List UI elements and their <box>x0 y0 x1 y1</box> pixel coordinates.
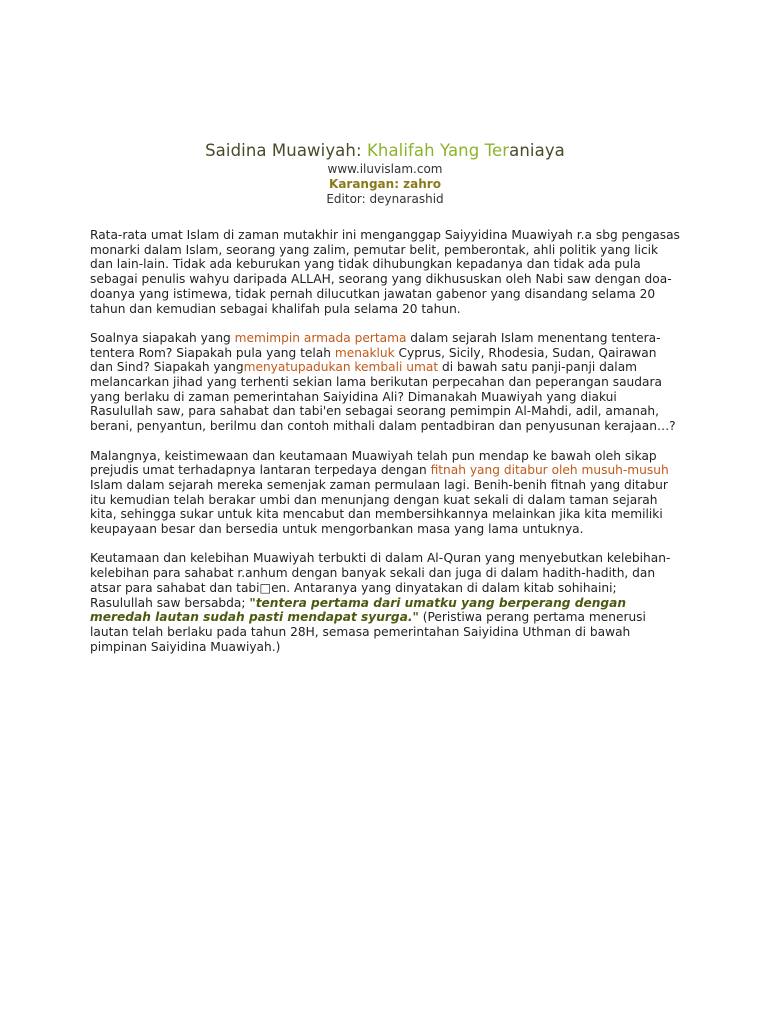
source-url: www.iluvislam.com <box>327 162 443 176</box>
paragraph-3 <box>90 449 680 537</box>
paragraph-2-text-c: Cyprus, Sicily, Rhodesia, Sudan, Qairawan dan Sind? Siapakah yang <box>90 345 657 375</box>
editor-line: Editor: deynarashid <box>326 192 444 206</box>
highlight-menyatupadukan: menyatupadukan kembali umat <box>243 360 439 375</box>
paragraph-4 <box>90 551 680 654</box>
title-part-1: Saidina Muawiyah: <box>205 141 367 160</box>
paragraph-2-text-d: di bawah satu panji-panji dalam melancarkan jihad yang terhenti sekian lama berikutan perpecahan dan peperangan saudara yang berlaku di zaman pemerintahan Saiyidina Ali? Dimanakah Muawiyah yang diakui Rasulullah saw, para sahabat dan tabi'en sebagai seorang pemimpin Al-Mahdi, adil, amanah, berani, penyantun, berilmu dan contoh mithali dalam pentadbiran dan penyusunan kerajaan…? <box>90 360 676 434</box>
paragraph-3-text-a: Malangnya, keistimewaan dan keutamaan Muawiyah telah pun mendap ke bawah oleh sikap prejudis umat terhadapnya lantaran terpedaya dengan <box>90 448 657 478</box>
paragraph-1: Rata-rata umat Islam di zaman mutakhir ini menganggap Saiyyidina Muawiyah r.a sbg pengasas monarki dalam Islam, seorang yang zalim, pemutar belit, pemberontak, ahli politik yang licik dan lain-lain. Tidak ada keburukan yang tidak dihubungkan kepadanya dan tidak ada pula sebagai penulis wahyu daripada ALLAH, seorang yang dikhususkan oleh Nabi saw dengan doa-doanya yang istimewa, tidak pernah dilucutkan jawatan gabenor yang disandang selama 20 tahun dan kemudian sebagai khalifah pula selama 20 tahun. <box>90 228 680 316</box>
article <box>90 140 680 654</box>
paragraph-4-text-b: (Peristiwa perang pertama menerusi lautan telah berlaku pada tahun 28H, semasa pemerintahan Saiyidina Uthman di bawah pimpinan Saiyidina Muawiyah.) <box>90 610 646 654</box>
article-header <box>90 140 680 207</box>
author-line: Karangan: zahro <box>329 177 441 191</box>
title-part-2: Khalifah Yang Ter <box>366 141 510 160</box>
paragraph-3-text-b: Islam dalam sejarah mereka semenjak zaman permulaan lagi. Benih-benih fitnah yang ditabur itu kemudian telah berakar umbi dan menunjang dengan kuat sekali di dalam taman sejarah kita, sehingga sukar untuk kita mencabut dan membersihkannya melainkan jika kita memiliki keupayaan besar dan bersedia untuk mengorbankan masa yang lama untuknya. <box>90 477 668 537</box>
article-title <box>90 140 680 162</box>
highlight-fitnah: fitnah yang ditabur oleh musuh-musuh <box>430 463 669 478</box>
paragraph-2-text-b: dalam sejarah Islam menentang tentera-tentera Rom? Siapakah pula yang telah <box>90 330 661 360</box>
paragraph-2 <box>90 331 680 434</box>
highlight-menakluk: menakluk <box>334 345 395 360</box>
highlight-memimpin-armada: memimpin armada pertama <box>234 330 407 345</box>
hadith-quote: "tentera pertama dari umatku yang berperang dengan meredah lautan sudah pasti mendapat syurga." <box>90 595 627 625</box>
paragraph-2-text-a: Soalnya siapakah yang <box>90 330 235 345</box>
title-part-3: aniaya <box>509 141 565 160</box>
paragraph-4-text-a: Keutamaan dan kelebihan Muawiyah terbukti di dalam Al-Quran yang menyebutkan kelebihan-kelebihan para sahabat r.anhum dengan banyak sekali dan juga di dalam hadith-hadith, dan atsar para sahabat dan tabi□en. Antaranya yang dinyatakan di dalam kitab sohihaini; Rasulullah saw bersabda; <box>90 551 671 610</box>
